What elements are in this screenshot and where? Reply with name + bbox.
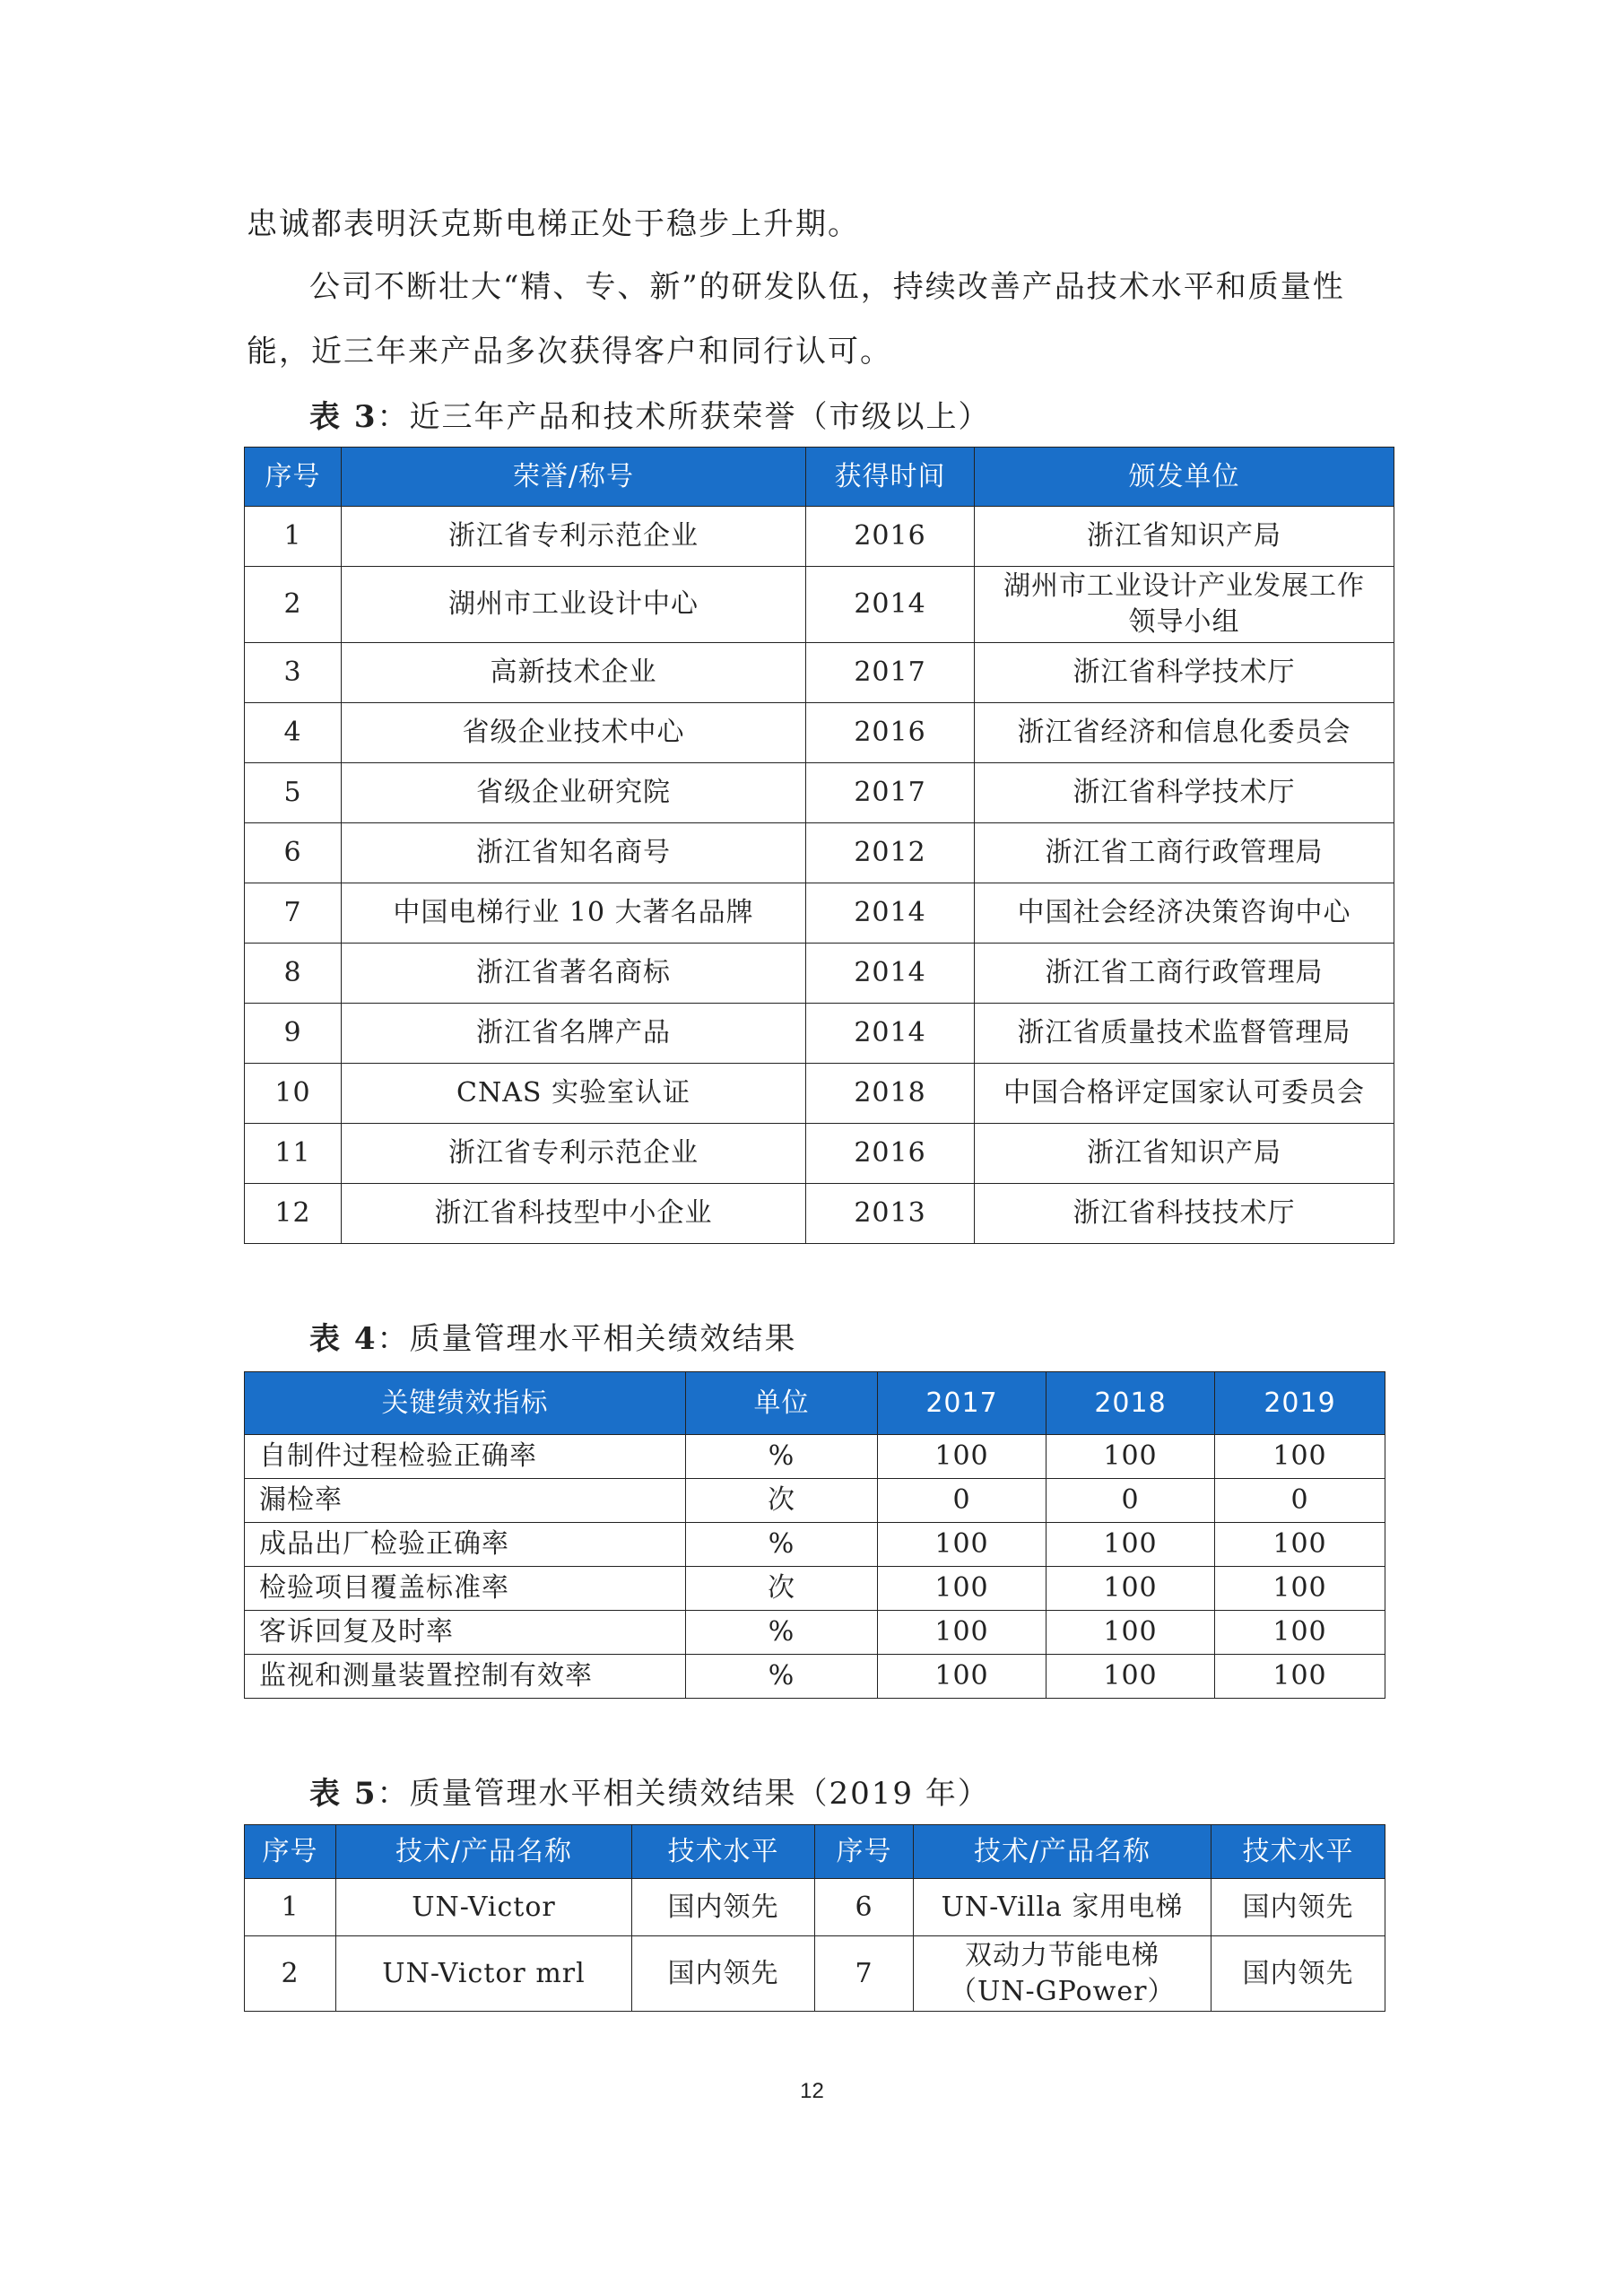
table-row <box>245 823 1394 883</box>
cell: 2014 <box>806 944 975 1004</box>
cell: 2016 <box>806 507 975 567</box>
cell: % <box>686 1655 878 1699</box>
cell: 2014 <box>806 1004 975 1064</box>
cell: 100 <box>1046 1567 1215 1611</box>
cell: 国内领先 <box>1211 1936 1385 2012</box>
cell: 2012 <box>806 823 975 883</box>
cell: 浙江省工商行政管理局 <box>975 944 1394 1004</box>
table5-caption <box>309 1776 990 1812</box>
table-row <box>245 883 1394 944</box>
cell: 漏检率 <box>245 1479 686 1523</box>
table-header-row <box>245 1825 1385 1879</box>
table4-caption-label: 表 4 <box>309 1321 378 1357</box>
header-cell: 技术水平 <box>1211 1825 1385 1879</box>
table-row <box>245 1004 1394 1064</box>
cell: 次 <box>686 1479 878 1523</box>
table4-caption <box>309 1321 797 1357</box>
cell: 2014 <box>806 567 975 643</box>
cell: 次 <box>686 1567 878 1611</box>
table5-caption-label: 表 5 <box>309 1776 378 1812</box>
cell: 浙江省专利示范企业 <box>342 1124 806 1184</box>
cell: 100 <box>1046 1435 1215 1479</box>
table-row <box>245 1124 1394 1184</box>
cell: 省级企业技术中心 <box>342 703 806 763</box>
table-row <box>245 1879 1385 1936</box>
cell: 成品出厂检验正确率 <box>245 1523 686 1567</box>
cell: 浙江省质量技术监督管理局 <box>975 1004 1394 1064</box>
cell: 3 <box>245 643 342 703</box>
cell: 浙江省科学技术厅 <box>975 643 1394 703</box>
cell: 国内领先 <box>632 1936 815 2012</box>
cell: 100 <box>878 1567 1046 1611</box>
cell: 浙江省科学技术厅 <box>975 763 1394 823</box>
cell: 100 <box>878 1523 1046 1567</box>
cell: 中国社会经济决策咨询中心 <box>975 883 1394 944</box>
cell: 100 <box>1215 1523 1385 1567</box>
table-row <box>245 1064 1394 1124</box>
header-cell: 序号 <box>815 1825 914 1879</box>
table-header-row <box>245 1372 1385 1435</box>
table5-caption-text: ：质量管理水平相关绩效结果（2019 年） <box>377 1776 990 1812</box>
cell: 省级企业研究院 <box>342 763 806 823</box>
cell: 4 <box>245 703 342 763</box>
cell: 9 <box>245 1004 342 1064</box>
cell: % <box>686 1611 878 1655</box>
header-cell: 2019 <box>1215 1372 1385 1435</box>
cell: 1 <box>245 507 342 567</box>
cell: 双动力节能电梯（UN-GPower） <box>914 1936 1211 2012</box>
cell: 100 <box>1046 1523 1215 1567</box>
cell: 浙江省知识产局 <box>975 1124 1394 1184</box>
products-table <box>244 1824 1385 2012</box>
cell: 浙江省名牌产品 <box>342 1004 806 1064</box>
cell: 监视和测量装置控制有效率 <box>245 1655 686 1699</box>
cell: 浙江省知名商号 <box>342 823 806 883</box>
honors-table <box>244 447 1394 1244</box>
header-cell: 荣誉/称号 <box>342 448 806 507</box>
cell: % <box>686 1523 878 1567</box>
cell: 0 <box>878 1479 1046 1523</box>
table3-caption-label: 表 3 <box>309 399 378 435</box>
cell: 100 <box>1215 1567 1385 1611</box>
header-cell: 技术水平 <box>632 1825 815 1879</box>
header-cell: 序号 <box>245 1825 336 1879</box>
table-row <box>245 1567 1385 1611</box>
cell: 客诉回复及时率 <box>245 1611 686 1655</box>
cell: 7 <box>245 883 342 944</box>
cell: 10 <box>245 1064 342 1124</box>
cell: 高新技术企业 <box>342 643 806 703</box>
cell: 5 <box>245 763 342 823</box>
cell: 100 <box>1046 1655 1215 1699</box>
table-row <box>245 1523 1385 1567</box>
cell: 国内领先 <box>632 1879 815 1936</box>
cell: 2017 <box>806 763 975 823</box>
table-row <box>245 567 1394 643</box>
cell: 国内领先 <box>1211 1879 1385 1936</box>
cell: % <box>686 1435 878 1479</box>
cell: 12 <box>245 1184 342 1244</box>
cell: 湖州市工业设计产业发展工作领导小组 <box>975 567 1394 643</box>
cell: 100 <box>878 1435 1046 1479</box>
table-row <box>245 1435 1385 1479</box>
table-row <box>245 763 1394 823</box>
header-cell: 技术/产品名称 <box>914 1825 1211 1879</box>
cell: 11 <box>245 1124 342 1184</box>
table-row <box>245 944 1394 1004</box>
cell: 2 <box>245 1936 336 2012</box>
cell: 2014 <box>806 883 975 944</box>
table-row <box>245 1184 1394 1244</box>
cell: 浙江省知识产局 <box>975 507 1394 567</box>
table-row <box>245 643 1394 703</box>
header-cell: 颁发单位 <box>975 448 1394 507</box>
cell: 自制件过程检验正确率 <box>245 1435 686 1479</box>
cell: 浙江省专利示范企业 <box>342 507 806 567</box>
cell: 0 <box>1046 1479 1215 1523</box>
table-row <box>245 1655 1385 1699</box>
table-row <box>245 1479 1385 1523</box>
cell: UN-Victor mrl <box>336 1936 632 2012</box>
cell: 6 <box>815 1879 914 1936</box>
paragraph-line-1: 忠诚都表明沃克斯电梯正处于稳步上升期。 <box>247 206 860 242</box>
table-row <box>245 507 1394 567</box>
cell: 浙江省工商行政管理局 <box>975 823 1394 883</box>
cell: 100 <box>1215 1655 1385 1699</box>
page-number: 12 <box>800 2079 824 2103</box>
cell: 中国电梯行业 10 大著名品牌 <box>342 883 806 944</box>
paragraph-line-2: 公司不断壮大“精、专、新”的研发队伍，持续改善产品技术水平和质量性 <box>309 269 1345 305</box>
header-cell: 关键绩效指标 <box>245 1372 686 1435</box>
header-cell: 获得时间 <box>806 448 975 507</box>
cell: UN-Villa 家用电梯 <box>914 1879 1211 1936</box>
header-cell: 单位 <box>686 1372 878 1435</box>
table3-caption-text: ：近三年产品和技术所获荣誉（市级以上） <box>377 399 991 435</box>
cell: 浙江省著名商标 <box>342 944 806 1004</box>
table-row <box>245 1936 1385 2012</box>
table4-caption-text: ：质量管理水平相关绩效结果 <box>377 1321 797 1357</box>
cell: 0 <box>1215 1479 1385 1523</box>
header-cell: 2018 <box>1046 1372 1215 1435</box>
cell: 100 <box>878 1611 1046 1655</box>
cell: 浙江省科技技术厅 <box>975 1184 1394 1244</box>
cell: 100 <box>1046 1611 1215 1655</box>
cell: CNAS 实验室认证 <box>342 1064 806 1124</box>
table3-caption <box>309 399 991 435</box>
paragraph-line-3: 能，近三年来产品多次获得客户和同行认可。 <box>247 334 892 370</box>
table-row <box>245 703 1394 763</box>
cell: 1 <box>245 1879 336 1936</box>
cell: 7 <box>815 1936 914 2012</box>
cell: 中国合格评定国家认可委员会 <box>975 1064 1394 1124</box>
cell: 检验项目覆盖标准率 <box>245 1567 686 1611</box>
cell: 浙江省科技型中小企业 <box>342 1184 806 1244</box>
cell: 2013 <box>806 1184 975 1244</box>
cell: 2016 <box>806 1124 975 1184</box>
header-cell: 技术/产品名称 <box>336 1825 632 1879</box>
cell: UN-Victor <box>336 1879 632 1936</box>
cell: 2017 <box>806 643 975 703</box>
cell: 8 <box>245 944 342 1004</box>
cell: 浙江省经济和信息化委员会 <box>975 703 1394 763</box>
cell: 100 <box>878 1655 1046 1699</box>
cell: 2018 <box>806 1064 975 1124</box>
kpi-table <box>244 1371 1385 1699</box>
table-row <box>245 1611 1385 1655</box>
cell: 2016 <box>806 703 975 763</box>
cell: 100 <box>1215 1611 1385 1655</box>
header-cell: 序号 <box>245 448 342 507</box>
cell: 2 <box>245 567 342 643</box>
header-cell: 2017 <box>878 1372 1046 1435</box>
table-header-row <box>245 448 1394 507</box>
cell: 100 <box>1215 1435 1385 1479</box>
cell: 湖州市工业设计中心 <box>342 567 806 643</box>
cell: 6 <box>245 823 342 883</box>
